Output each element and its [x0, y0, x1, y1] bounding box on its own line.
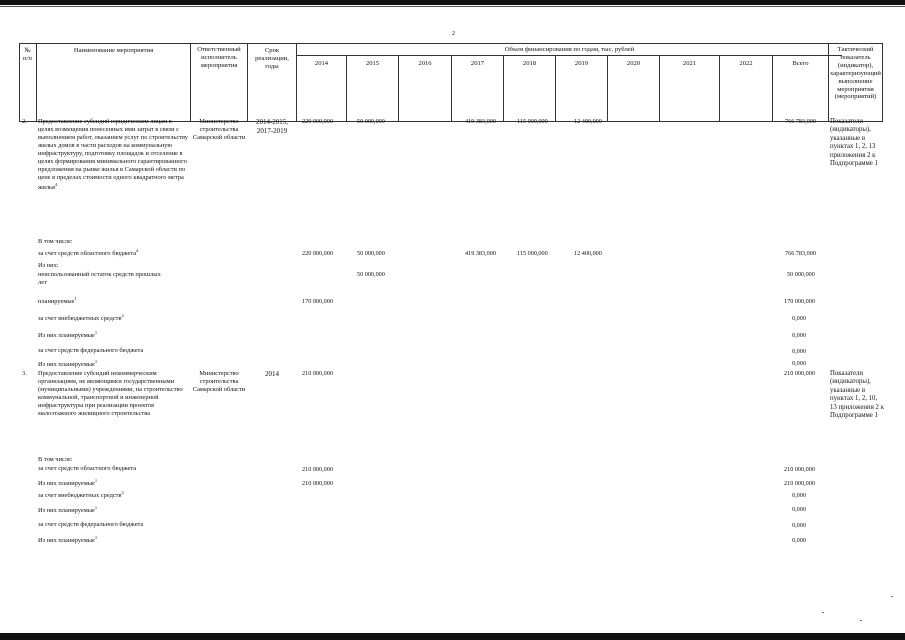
item3-federal-planned-total: 0,000	[792, 537, 806, 544]
item2-regional-total: 766 783,000	[785, 250, 816, 257]
item2-total: 766 783,000	[785, 118, 816, 125]
item2-regional-2018: 115 000,000	[517, 250, 548, 257]
scan-top-line	[0, 6, 905, 7]
scan-speck	[860, 620, 862, 621]
item3-executor: Министерство строительства Самарской области	[192, 370, 246, 393]
header-year-2020: 2020	[626, 60, 641, 67]
item2-regional-label: за счет средств областного бюджета$^4$	[38, 248, 139, 258]
item2-indicator: Показатели (индикаторы), указанные в пунктах 1, 2, 13 приложения 2 к Подпрограмме 1	[830, 118, 878, 168]
header-year-2018: 2018	[522, 60, 537, 67]
grid-line	[882, 43, 883, 121]
item3-reg-planned-2014: 210 000,000	[302, 480, 333, 487]
item3-indicator: Показатели (индикаторы), указанные в пунктах 1, 2, 10, 13 приложения 2 к Подпрограмме 1	[830, 370, 884, 420]
item2-number: 2.	[22, 118, 27, 125]
item2-extra-label: за счет внебюджетных средств$^2$	[38, 313, 124, 323]
item2-2018: 115 000,000	[517, 118, 548, 125]
header-year-2019: 2019	[574, 60, 589, 67]
item3-federal-label: за счет средств федерального бюджета	[38, 521, 144, 528]
item2-regional-2014: 220 000,000	[302, 250, 333, 257]
item2-planned-total: 170 000,000	[784, 298, 815, 305]
item2-regional-2015: 50 000,000	[357, 250, 385, 257]
item3-reg-planned-total: 210 000,000	[784, 480, 815, 487]
header-mid-line	[296, 55, 842, 56]
header-term: Срок реализации, годы	[255, 47, 289, 70]
item3-extra-planned-total: 0,000	[792, 506, 806, 513]
page-number: 2	[452, 31, 455, 37]
item3-federal-total: 0,000	[792, 522, 806, 529]
item2-2019: 12 400,000	[574, 118, 602, 125]
item2-2014: 220 000,000	[302, 118, 333, 125]
scan-bottom-border	[0, 633, 905, 640]
item3-extra-planned-label: Из них планируемые$^1$	[38, 505, 98, 515]
item3-including: В том числе:	[38, 456, 73, 463]
item3-number: 3.	[22, 370, 27, 377]
item2-federal-planned-label: Из них планируемые$^1$	[38, 359, 98, 369]
item2-including: В том числе:	[38, 238, 73, 245]
item2-unused-2015: 50 000,000	[357, 271, 385, 278]
grid-line	[296, 43, 297, 121]
item3-total: 210 000,000	[784, 370, 815, 377]
item2-unused-total: 50 000,000	[787, 271, 815, 278]
item2-federal-planned-total: 0,000	[792, 360, 806, 367]
item2-federal-total: 0,000	[792, 348, 806, 355]
item2-2017: 419 383,000	[465, 118, 496, 125]
item3-term: 2014	[265, 370, 279, 378]
item3-2014: 210 000,000	[302, 370, 333, 377]
item3-extra-label: за счет внебюджетных средств$^2$	[38, 490, 124, 500]
item2-extra-planned-total: 0,000	[792, 332, 806, 339]
scan-top-border	[0, 0, 905, 5]
header-total: Всего	[792, 60, 809, 67]
item3-name: Предоставление субсидий некоммерческим организациям, не являющимся государственными (муниципальными) учреждениями, на строительство коммунальной, транспортной и инженерной инфраструктуры при реализации проектов малоэтажного жилищного строительства	[38, 370, 183, 417]
header-num: № п/п	[23, 47, 32, 62]
item2-2015: 50 000,000	[357, 118, 385, 125]
item3-regional-label: за счет средств областного бюджета	[38, 465, 137, 472]
scan-speck	[822, 612, 824, 613]
scan-speck	[891, 596, 893, 597]
header-year-2017: 2017	[470, 60, 485, 67]
header-year-2015: 2015	[365, 60, 380, 67]
item2-name: Предоставление субсидий юридическим лицам в целях возмещения понесенных ими затрат в связи с выполнением работ, оказанием услуг по строительству жилых домов в части расходов на коммунальную инфраструктуру, подготовку площадок и отселение в целях формирования минимального гарантированного предложения на рынке жилья в Самарской области по цене в пределах стоимости одного квадратного метра жилья$^4$	[38, 118, 188, 192]
item3-regional-total: 210 000,000	[784, 466, 815, 473]
header-year-2022: 2022	[739, 60, 753, 67]
item2-planned-2014: 170 000,000	[302, 298, 333, 305]
header-top-line	[19, 43, 883, 44]
header-indicator: Тактический показатель (индикатор), характеризующий выполнение мероприятия (мероприятий)	[830, 46, 881, 101]
item2-regional-2019: 12 400,000	[574, 250, 602, 257]
item3-federal-planned-label: Из них планируемые$^1$	[38, 535, 98, 545]
item2-extra-planned-label: Из них планируемые$^1$	[38, 330, 98, 340]
item3-regional-2014: 210 000,000	[302, 466, 333, 473]
item2-federal-label: за счет средств федерального бюджета	[38, 347, 144, 354]
item3-extra-total: 0,000	[792, 492, 806, 499]
item2-regional-2017: 419 383,000	[465, 250, 496, 257]
header-year-2014: 2014	[314, 60, 329, 67]
header-year-2021: 2021	[682, 60, 697, 67]
item2-planned-label: планируемые$^1$	[38, 296, 77, 306]
header-funding: Объем финансирования по годам, тыс. рублей	[504, 46, 635, 53]
item3-reg-planned-label: Из них планируемые$^1$	[38, 478, 98, 488]
header-year-2016: 2016	[418, 60, 432, 67]
item2-extra-total: 0,000	[792, 315, 806, 322]
header-name: Наименование мероприятия	[73, 47, 154, 54]
item2-of-them: Из них:	[38, 262, 59, 269]
item2-executor: Министерство строительства Самарской области	[192, 118, 246, 141]
item2-unused-label: неиспользованный остаток средств прошлых лет	[38, 271, 161, 286]
item2-term: 2014-2015, 2017-2019	[255, 118, 289, 135]
header-executor: Ответственный исполнитель мероприятия	[197, 46, 241, 69]
